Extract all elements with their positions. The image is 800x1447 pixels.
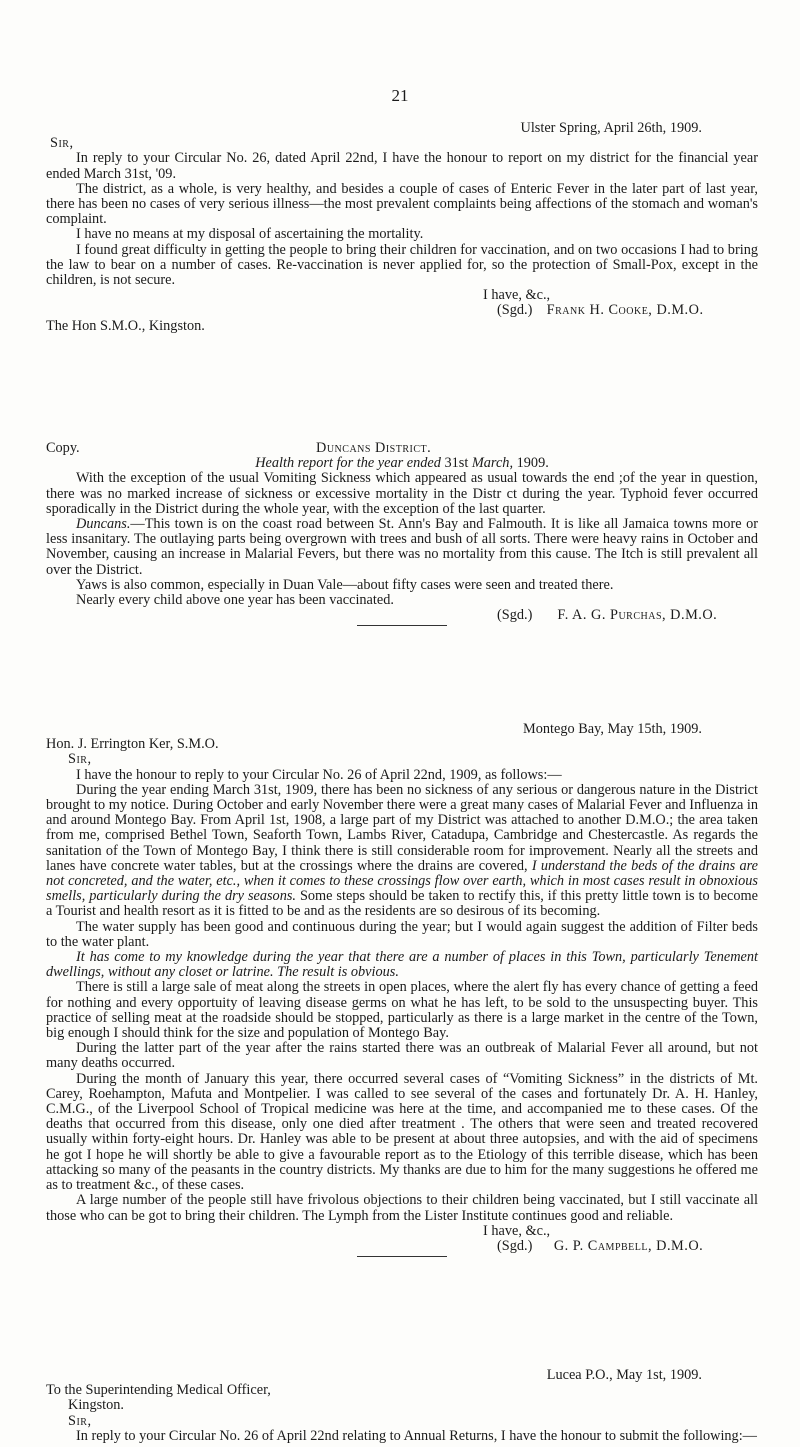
copy-label: Copy. bbox=[46, 440, 80, 456]
divider bbox=[357, 1256, 447, 1257]
report-subtitle: Health report for the year ended 31st March, 1909. bbox=[255, 455, 549, 472]
report-heading bbox=[46, 441, 758, 456]
addressee-city: Kingston. bbox=[68, 1397, 125, 1414]
paragraph: I have no means at my disposal of ascertaining the mortality. bbox=[76, 226, 424, 243]
place-date: Ulster Spring, April 26th, 1909. bbox=[520, 120, 702, 136]
addressee: Hon. J. Errington Ker, S.M.O. bbox=[46, 736, 219, 753]
paragraph: Duncans.—This town is on the coast road between St. Ann's Bay and Falmouth. It is like all Jamaica towns more or less insanitary. The outlaying parts being overgrown with trees and bush of all sorts. There were heavy rains in October and November, causing an increase in Malarial Fevers, but there was no mortality from this cause. The Itch is still prevalent all over the District. bbox=[46, 516, 758, 578]
paragraph: During the month of January this year, there occurred several cases of “Vomiting Sickness” in the districts of Mt. Carey, Roehampton, Mafuta and Montpelier. I was called to see several of the cases and fortunately Dr. A. H. Hanley, C.M.G., of the Liverpool School of Tropical medicine was here at the time, and accompanied me to these cases. Of the deaths that occurred from this disease, only one died after treatment . The others that were seen and treated recovered usually within forty-eight hours. Dr. Hanley was able to be present at about three autopsies, and with the aid of specimens he got I hope he will shortly be able to give a favourable report as to the Etiology of this terrible disease, which has been attacking so many of the peasants in the country districts. My thanks are due to him for the many suggestions he offered me as to treatment &c., of these cases. bbox=[46, 1070, 758, 1194]
paragraph: It has come to my knowledge during the year that there are a number of places in this Town, particularly Tenement dwellings, without any closet or latrine. The result is obvious. bbox=[46, 949, 758, 981]
paragraph: During the latter part of the year after the rains started there was an outbreak of Malarial Fever all around, but not many deaths occurred. bbox=[46, 1040, 758, 1072]
signatory: Frank H. Cooke, D.M.O. bbox=[546, 302, 704, 319]
letter-lucea bbox=[46, 1368, 758, 1444]
divider bbox=[357, 625, 447, 626]
letter-montego-bay bbox=[46, 722, 758, 1263]
duncans-report bbox=[46, 441, 758, 632]
paragraph: I found great difficulty in getting the people to bring their children for vaccination, and on two occasions I had to bring the law to bear on a number of cases. Re-vaccination is never applied for, so the protection of Small-Pox, except in the children, is not secure. bbox=[46, 241, 758, 289]
paragraph: I have the honour to reply to your Circular No. 26 of April 22nd, 1909, as follows:— bbox=[76, 766, 562, 783]
paragraph: The water supply has been good and continuous during the year; but I would again suggest the addition of Filter beds to the water plant. bbox=[46, 918, 758, 950]
addressee: The Hon S.M.O., Kingston. bbox=[46, 317, 205, 334]
signature-line: (Sgd.) G. P. Campbell, D.M.O. bbox=[497, 1237, 704, 1254]
paragraph: During the year ending March 31st, 1909, there has been no sickness of any serious or dangerous nature in the District brought to my notice. During October and early November there were a great many cases of Malarial Fever and Influenza in and around Montego Bay. From April 1st, 1908, a large part of my District was attached to another D.M.O.; the area taken from me, comprised Bethel Town, Seaforth Town, Lambs River, Catadupa, Cambridge and Chestercastle. As regards the sanitation of the Town of Montego Bay, I think there is still considerable room for improvement. Nearly all the streets and lanes have concrete water tables, but at the crossings where the drains are covered, I understand the beds of the drains are not concreted, and the water, etc., when it comes to these crossings flow over earth, which in most cases result in obnoxious smells, particularly during the dry seasons. Some steps should be taken to rectify this, if this pretty little town is to become a Tourist and health resort as it is fitted to be and as the residents are so desirous of its becoming. bbox=[46, 781, 758, 920]
signatory: G. P. Campbell, D.M.O. bbox=[553, 1237, 704, 1254]
closing: I have, &c., bbox=[483, 1222, 551, 1239]
paragraph: In reply to your Circular No. 26, dated April 22nd, I have the honour to report on my district for the financial year ended March 31st, '09. bbox=[46, 150, 758, 182]
district-title: Duncans District. bbox=[316, 440, 432, 456]
paragraph: The district, as a whole, is very healthy, and besides a couple of cases of Enteric Fever in the later part of last year, there has been no cases of very serious illness—the most prevalent complaints being affections of the stomach and woman's complaint. bbox=[46, 180, 758, 228]
closing: I have, &c., bbox=[483, 287, 551, 304]
page-number: 21 bbox=[391, 86, 409, 105]
signature-line: (Sgd.) F. A. G. Purchas, D.M.O. bbox=[497, 607, 718, 624]
signature-line: (Sgd.) Frank H. Cooke, D.M.O. bbox=[497, 302, 704, 319]
paragraph: With the exception of the usual Vomiting Sickness which appeared as usual towards the end ;of the year in question, there was no marked increase of sickness or excessive mortality in the Distr ct during the year. Typhoid fever occurred sporadically in the District during the whole year, with the exception of the last quarter. bbox=[46, 470, 758, 517]
paragraph: Nearly every child above one year has been vaccinated. bbox=[76, 592, 394, 609]
place-date: Montego Bay, May 15th, 1909. bbox=[523, 721, 702, 737]
salutation: Sir, bbox=[68, 751, 92, 768]
paragraph: A large number of the people still have frivolous objections to their children being vaccinated, but I still vaccinate all those who can be got to bring their children. The Lymph from the Lister Institute continues good and reliable. bbox=[46, 1192, 758, 1224]
paragraph: In reply to your Circular No. 26 of April 22nd relating to Annual Returns, I have the honour to submit the following:— bbox=[76, 1427, 757, 1444]
salutation: Sir, bbox=[68, 1412, 92, 1429]
paragraph: Yaws is also common, especially in Duan Vale—about fifty cases were seen and treated there. bbox=[76, 576, 614, 593]
salutation: Sir, bbox=[50, 135, 74, 152]
paragraph: There is still a large sale of meat along the streets in open places, where the alert fly has every chance of getting a feed for nothing and every opportuity of leaving disease germs on what he has left, to be sold to the unsuspecting buyer. This practice of selling meat at the roadside should be stopped, particularly as there is a large market in the centre of the Town, big enough I should think for the size and population of Montego Bay. bbox=[46, 979, 758, 1042]
place-date: Lucea P.O., May 1st, 1909. bbox=[546, 1367, 702, 1383]
letter-ulster-spring bbox=[46, 121, 758, 334]
addressee: To the Superintending Medical Officer, bbox=[46, 1382, 271, 1399]
signatory: F. A. G. Purchas, D.M.O. bbox=[557, 607, 718, 624]
